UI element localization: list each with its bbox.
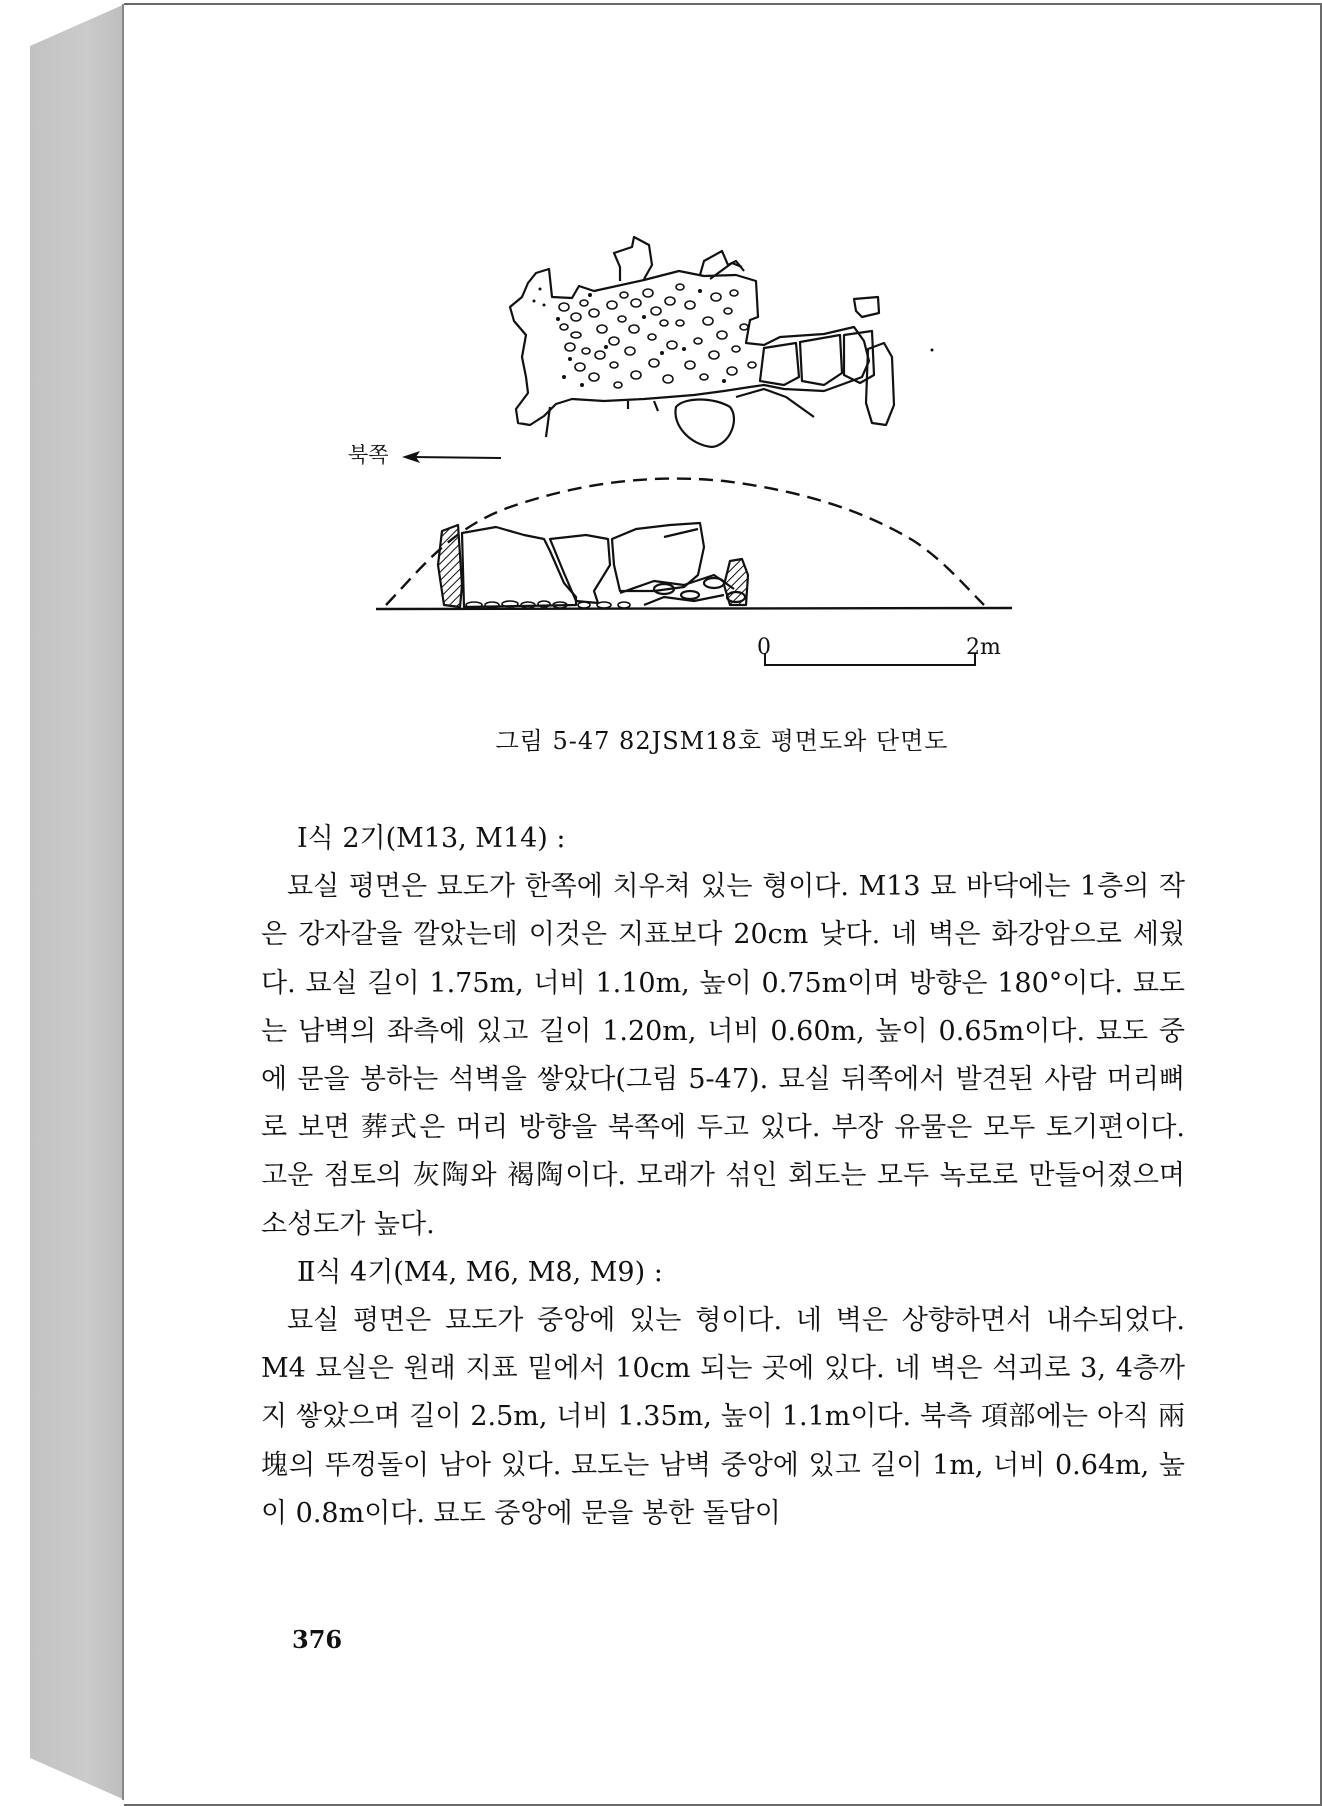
- page-number: 376: [292, 1625, 343, 1654]
- scale-bar: [765, 653, 975, 665]
- book-page: [124, 3, 1322, 1806]
- section-heading-type-1: Ⅰ식 2기(M13, M14) :: [297, 823, 566, 854]
- body-text: [261, 815, 1185, 1538]
- book-spine: [30, 4, 125, 1800]
- paragraph-type-1: 묘실 평면은 묘도가 한쪽에 치우쳐 있는 형이다. M13 묘 바닥에는 1층의 작은 강자갈을 깔았는데 이것은 지표보다 20cm 낮다. 네 벽은 화강암으로 세웠다. 묘실 길이 1.75m, 너비 1.10m, 높이 0.75m이며 방향은 180°이다. 묘도는 남벽의 좌측에 있고 길이 1.20m, 너비 0.60m, 높이 0.65m이다. 묘도 중에 문을 봉하는 석벽을 쌓았다(그림 5-47). 묘실 뒤쪽에서 발견된 사람 머리뼈로 보면 葬式은 머리 방향을 북쪽에 두고 있다. 부장 유물은 모두 토기편이다. 고운 점토의 灰陶와 褐陶이다. 모래가 섞인 회도는 모두 녹로로 만들어졌으며 소성도가 높다.: [261, 871, 1185, 1240]
- section-view: [376, 479, 1012, 609]
- scale-end-label: 2m: [966, 635, 1001, 660]
- figure-caption: 그림 5-47 82JSM18호 평면도와 단면도: [495, 727, 949, 755]
- section-heading-type-2: Ⅱ식 4기(M4, M6, M8, M9) :: [297, 1256, 663, 1288]
- plan-view: [510, 237, 934, 447]
- north-label: 북쪽: [348, 443, 389, 467]
- tomb-plan-and-section-drawing: [124, 5, 1320, 705]
- paragraph-type-2: 묘실 평면은 묘도가 중앙에 있는 형이다. 네 벽은 상향하면서 내수되었다. M4 묘실은 원래 지표 밑에서 10cm 되는 곳에 있다. 네 벽은 석괴로 3, 4층까지 쌓았으며 길이 2.5m, 너비 1.35m, 높이 1.1m이다. 북측 項部에는 아직 兩塊의 뚜껑돌이 남아 있다. 묘도는 남벽 중앙에 있고 길이 1m, 너비 0.64m, 높이 0.8m이다. 묘도 중앙에 문을 봉한 돌담이: [261, 1305, 1185, 1529]
- north-arrow: [402, 451, 501, 463]
- scale-start-label: 0: [757, 635, 771, 660]
